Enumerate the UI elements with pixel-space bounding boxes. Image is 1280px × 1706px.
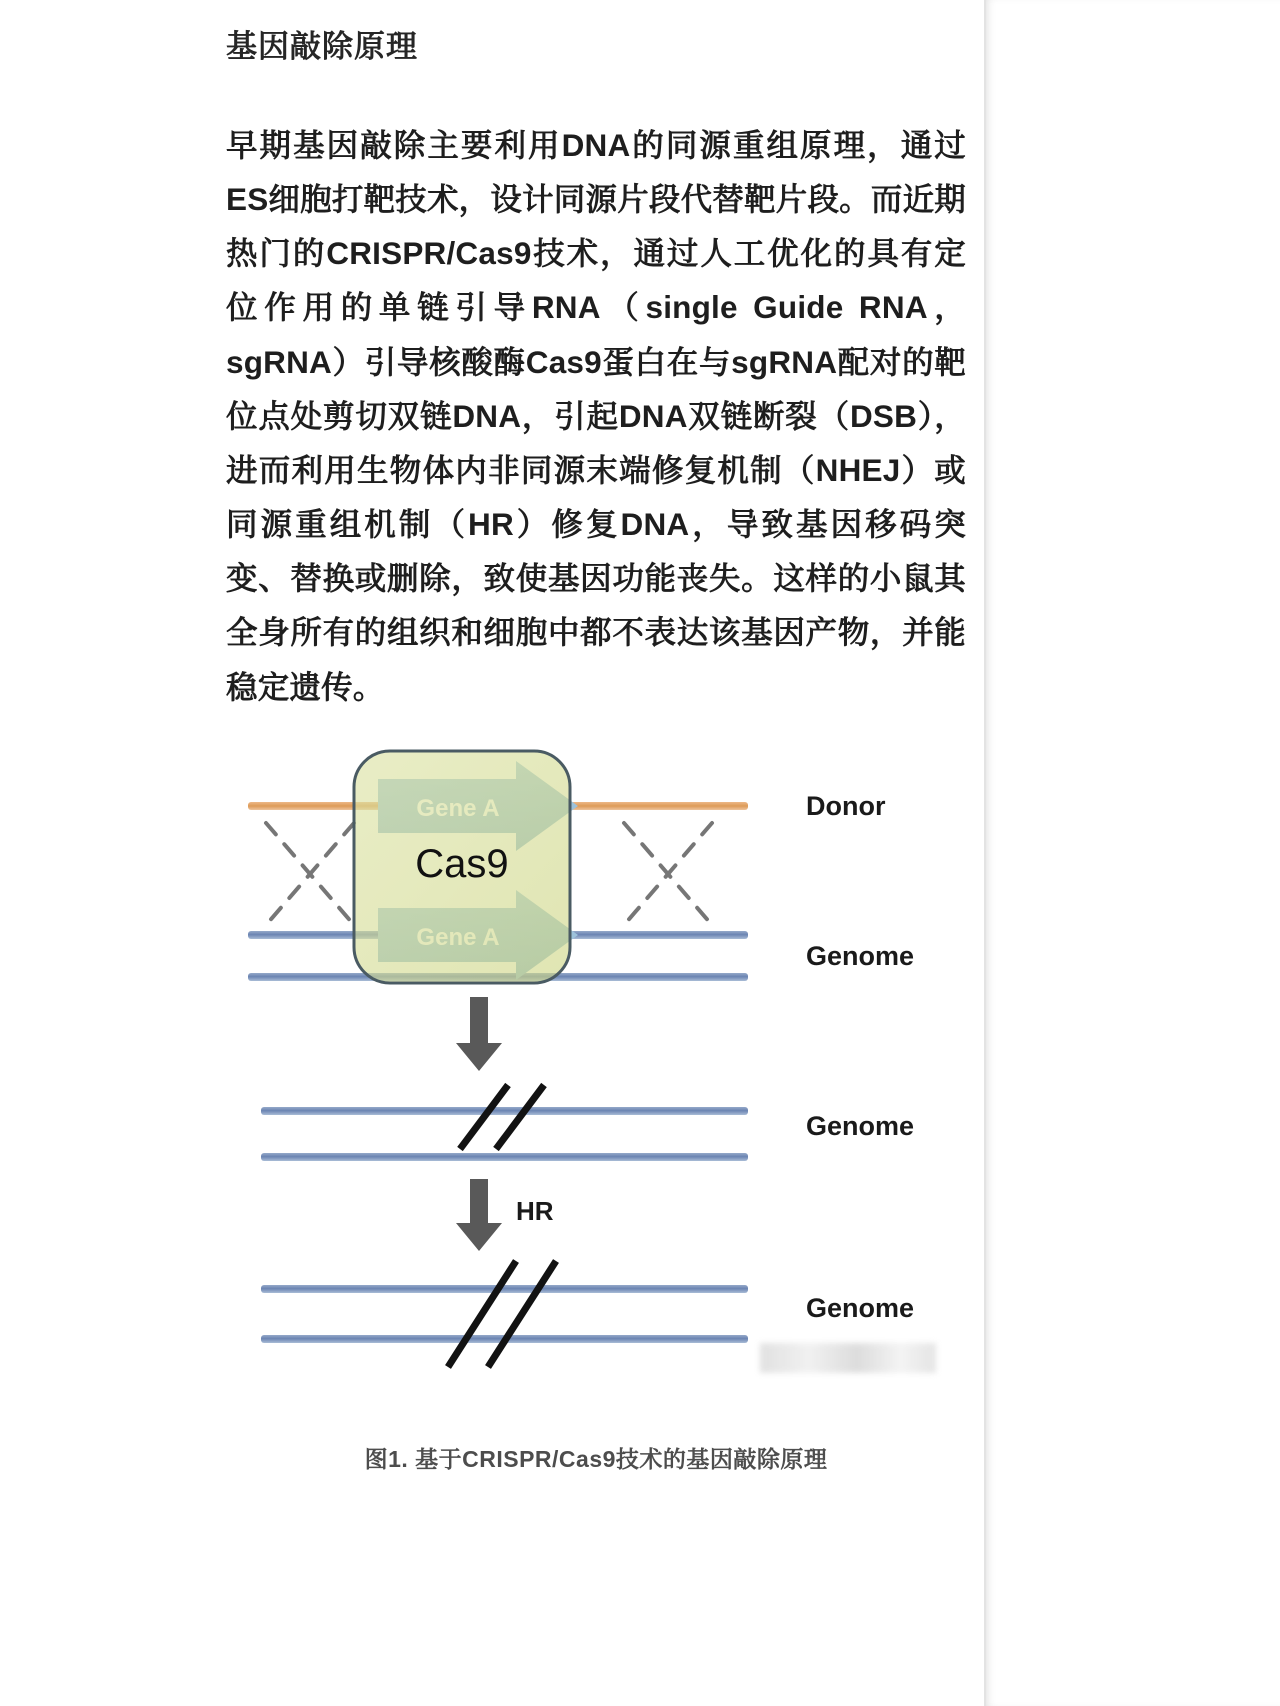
crossover-left bbox=[266, 823, 354, 925]
genome-strands-stage3 bbox=[261, 1261, 748, 1367]
genome2-strand-lower bbox=[261, 1153, 748, 1161]
genome3-strand-upper bbox=[261, 1285, 748, 1293]
process-arrow-1-shape bbox=[456, 997, 502, 1071]
genome2-strand-upper bbox=[261, 1107, 748, 1115]
process-arrow-1 bbox=[456, 997, 502, 1071]
watermark-blurred bbox=[760, 1343, 936, 1373]
genome-strands-stage2 bbox=[261, 1085, 748, 1161]
cas9-box bbox=[354, 751, 570, 983]
break-mark-stage3 bbox=[448, 1261, 556, 1367]
genome-label-bottom: Genome bbox=[806, 1293, 915, 1324]
crossover-right bbox=[624, 823, 712, 925]
donor-label: Donor bbox=[806, 791, 886, 822]
process-arrow-2 bbox=[456, 1179, 502, 1251]
break-mark-stage2 bbox=[460, 1085, 544, 1149]
hr-label: HR bbox=[516, 1196, 554, 1227]
page-right-margin bbox=[984, 0, 1280, 1706]
figure-caption: 图1. 基于CRISPR/Cas9技术的基因敲除原理 bbox=[364, 1446, 828, 1473]
crispr-knockout-diagram bbox=[226, 745, 966, 1425]
cas9-label: Cas9 bbox=[415, 842, 509, 887]
page-title: 基因敲除原理 bbox=[226, 29, 418, 64]
figure-crispr-knockout bbox=[226, 745, 966, 1425]
genome-label-middle: Genome bbox=[806, 1111, 915, 1142]
process-arrow-2-shape bbox=[456, 1179, 502, 1251]
article-paragraph: 早期基因敲除主要利用DNA的同源重组原理，通过ES细胞打靶技术，设计同源片段代替靶片段。而近期热门的CRISPR/Cas9技术，通过人工优化的具有定位作用的单链引导RNA（single Guide RNA，sgRNA）引导核酸酶Cas9蛋白在与sgRNA配对的靶位点处剪切双链DNA，引起DNA双链断裂（DSB），进而利用生物体内非同源末端修复机制（NHEJ）或同源重组机制（HR）修复DNA，导致基因移码突变、替换或删除，致使基因功能丧失。这样的小鼠其全身所有的组织和细胞中都不表达该基因产物，并能稳定遗传。 bbox=[226, 126, 966, 705]
article-content bbox=[226, 0, 966, 1474]
genome-label-top: Genome bbox=[806, 941, 915, 972]
